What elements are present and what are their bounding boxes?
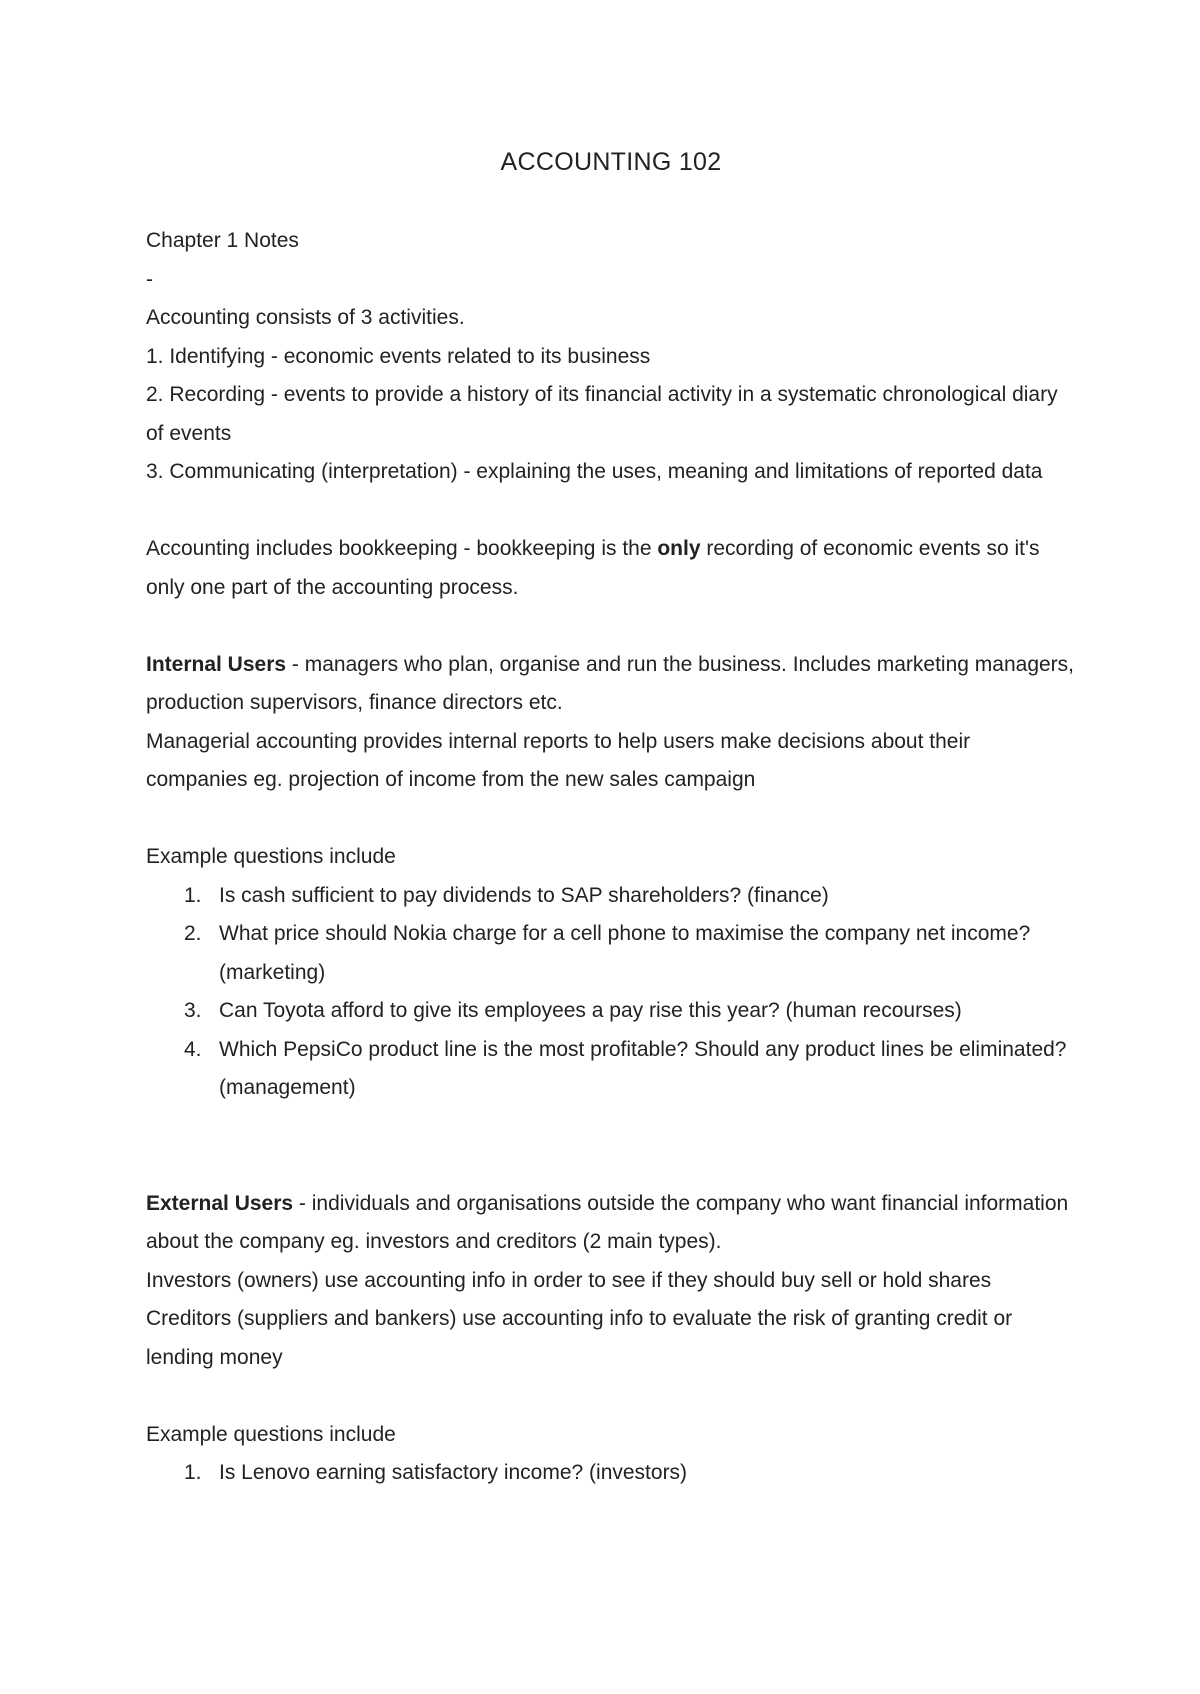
list-item-number: 2. bbox=[184, 922, 202, 945]
activity-item: 1. Identifying - economic events related to its business bbox=[146, 344, 651, 368]
activity-item: 3. Communicating (interpretation) - explaining the uses, meaning and limitations of reported data bbox=[146, 460, 1043, 483]
managerial-accounting-paragraph: Managerial accounting provides internal reports to help users make decisions about their companies eg. projection of income from the new sales campaign bbox=[146, 729, 971, 791]
internal-users-description: - managers who plan, organise and run the business. Includes marketing managers, production supervisors, finance directors etc. bbox=[146, 652, 1075, 714]
external-users-label: External Users bbox=[146, 1191, 294, 1215]
bookkeeping-emphasis: only bbox=[657, 537, 701, 560]
section-gap bbox=[146, 1108, 1076, 1185]
list-item bbox=[146, 877, 1076, 916]
list-item-text: Is Lenovo earning satisfactory income? (investors) bbox=[219, 1461, 688, 1484]
list-item-number: 4. bbox=[184, 1037, 202, 1061]
paragraph-gap bbox=[146, 800, 1076, 839]
investors-paragraph: Investors (owners) use accounting info in order to see if they should buy sell or hold shares bbox=[146, 1268, 992, 1292]
bookkeeping-paragraph bbox=[146, 530, 1076, 607]
activities-intro: Accounting consists of 3 activities. bbox=[146, 306, 465, 329]
list-item bbox=[146, 1031, 1076, 1108]
paragraph-gap bbox=[146, 607, 1076, 646]
creditors-paragraph: Creditors (suppliers and bankers) use accounting info to evaluate the risk of granting credit or lending money bbox=[146, 1307, 1013, 1369]
list-item-number: 3. bbox=[184, 999, 202, 1022]
bookkeeping-text-before: Accounting includes bookkeeping - bookkeeping is the bbox=[146, 537, 658, 560]
dash-line: - bbox=[146, 267, 153, 291]
external-users-description: - individuals and organisations outside the company who want financial information about the company eg. investors and creditors (2 main types). bbox=[146, 1191, 1069, 1253]
list-item-text: What price should Nokia charge for a cell phone to maximise the company net income? (marketing) bbox=[219, 922, 1031, 984]
list-item-text: Can Toyota afford to give its employees a pay rise this year? (human recourses) bbox=[219, 999, 962, 1022]
internal-questions-list bbox=[146, 877, 1076, 1108]
document-title: ACCOUNTING 102 bbox=[500, 148, 722, 176]
paragraph-gap bbox=[146, 1377, 1076, 1416]
external-users-paragraph bbox=[146, 1185, 1076, 1262]
list-item-text: Is cash sufficient to pay dividends to SAP shareholders? (finance) bbox=[219, 883, 829, 907]
list-item-text: Which PepsiCo product line is the most profitable? Should any product lines be eliminated? (management) bbox=[219, 1037, 1067, 1099]
chapter-heading: Chapter 1 Notes bbox=[146, 229, 299, 252]
internal-users-label: Internal Users bbox=[146, 652, 287, 676]
external-questions-heading: Example questions include bbox=[146, 1422, 396, 1446]
bookkeeping-text-after: recording of economic events so it's only one part of the accounting process. bbox=[146, 537, 1040, 599]
list-item-number: 1. bbox=[184, 883, 202, 907]
activity-item: 2. Recording - events to provide a history of its financial activity in a systematic chronological diary of events bbox=[146, 383, 1058, 445]
internal-questions-heading: Example questions include bbox=[146, 845, 396, 868]
list-item bbox=[146, 992, 1076, 1031]
document-body bbox=[146, 142, 1076, 1493]
list-item-number: 1. bbox=[184, 1461, 202, 1484]
internal-users-paragraph bbox=[146, 646, 1076, 723]
paragraph-gap bbox=[146, 492, 1076, 531]
list-item bbox=[146, 915, 1076, 992]
list-item bbox=[146, 1454, 1076, 1493]
external-questions-list bbox=[146, 1454, 1076, 1493]
